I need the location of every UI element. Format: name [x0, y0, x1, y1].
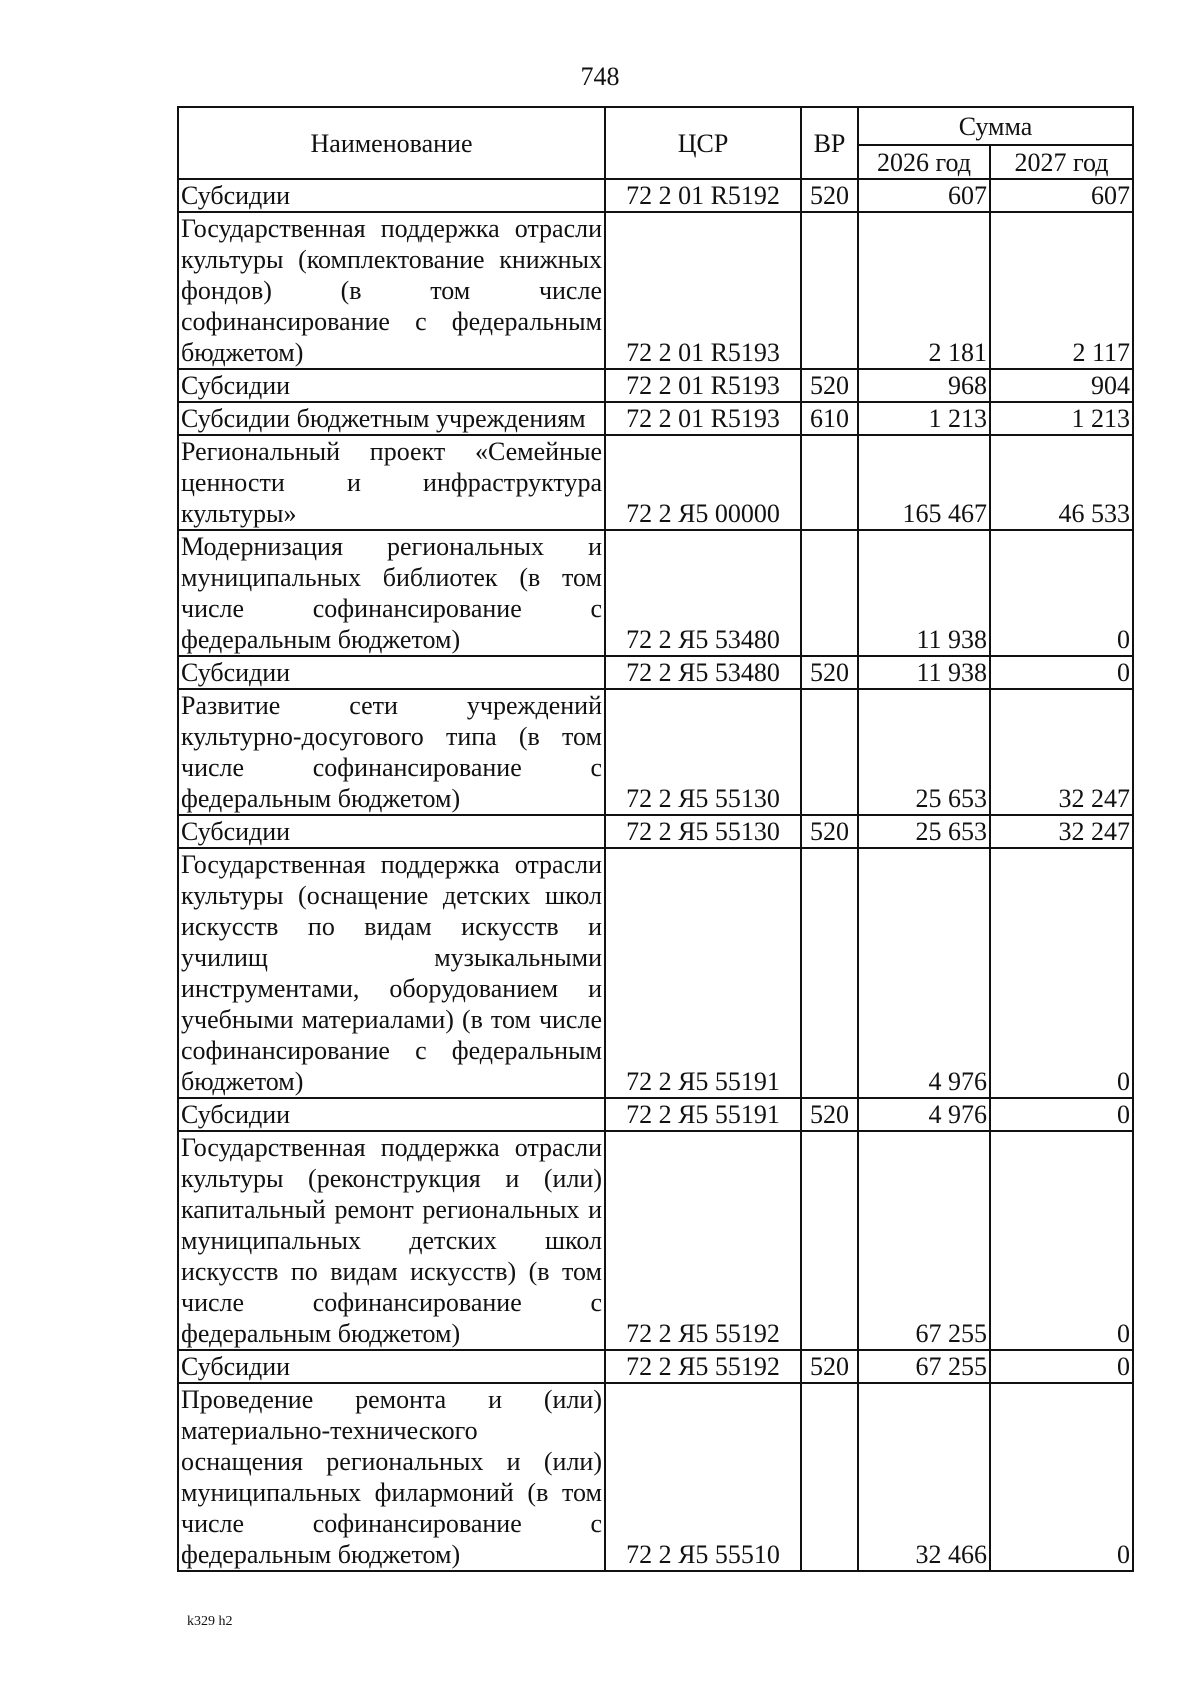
- row-sum-2027-cell: 0: [990, 1131, 1133, 1350]
- row-sum-2026-cell: 11 938: [858, 530, 990, 656]
- page-number: 748: [580, 62, 620, 91]
- row-vr-cell: [801, 1383, 858, 1571]
- header-year-2026: 2026 год: [858, 145, 990, 179]
- row-sum-2027-cell: 2 117: [990, 212, 1133, 369]
- row-csr-cell: 72 2 Я5 55191: [605, 1098, 801, 1131]
- table-row: [178, 1383, 1133, 1571]
- row-csr-cell: 72 2 Я5 55510: [605, 1383, 801, 1571]
- header-year-2027: 2027 год: [990, 145, 1133, 179]
- row-sum-2026-cell: 2 181: [858, 212, 990, 369]
- header-name: Наименование: [178, 107, 605, 179]
- row-sum-2027-cell: 0: [990, 1350, 1133, 1383]
- table-row: [178, 1350, 1133, 1383]
- table-row: [178, 369, 1133, 402]
- row-sum-2027-cell: 0: [990, 1383, 1133, 1571]
- table-row: [178, 656, 1133, 689]
- row-vr-cell: [801, 689, 858, 815]
- table-row: [178, 1098, 1133, 1131]
- row-name-cell: Проведение ремонта и (или) материально-технического оснащения региональных и (или) муниципальных филармоний (в том числе софинансирование с федеральным бюджетом): [178, 1383, 605, 1571]
- row-sum-2026-cell: 67 255: [858, 1131, 990, 1350]
- row-vr-cell: [801, 530, 858, 656]
- row-sum-2026-cell: 25 653: [858, 689, 990, 815]
- row-name-cell: Развитие сети учреждений культурно-досугового типа (в том числе софинансирование с федеральным бюджетом): [178, 689, 605, 815]
- table-row: [178, 530, 1133, 656]
- row-csr-cell: 72 2 Я5 55130: [605, 689, 801, 815]
- row-name-cell: Субсидии: [178, 656, 605, 689]
- budget-table: [177, 106, 1134, 1572]
- row-sum-2027-cell: 904: [990, 369, 1133, 402]
- row-sum-2027-cell: 0: [990, 530, 1133, 656]
- row-vr-cell: [801, 848, 858, 1098]
- row-vr-cell: [801, 435, 858, 530]
- row-sum-2026-cell: 4 976: [858, 848, 990, 1098]
- row-name-cell: Государственная поддержка отрасли культуры (оснащение детских школ искусств по видам искусств и училищ музыкальными инструментами, оборудованием и учебными материалами) (в том числе софинансирование с федеральным бюджетом): [178, 848, 605, 1098]
- row-sum-2027-cell: 607: [990, 179, 1133, 212]
- row-sum-2027-cell: 32 247: [990, 815, 1133, 848]
- table-row: [178, 179, 1133, 212]
- row-name-cell: Государственная поддержка отрасли культуры (реконструкция и (или) капитальный ремонт региональных и муниципальных детских школ искусств по видам искусств) (в том числе софинансирование с федеральным бюджетом): [178, 1131, 605, 1350]
- row-csr-cell: 72 2 Я5 53480: [605, 656, 801, 689]
- table-row: [178, 815, 1133, 848]
- row-name-cell: Субсидии бюджетным учреждениям: [178, 402, 605, 435]
- table-row: [178, 402, 1133, 435]
- row-csr-cell: 72 2 Я5 55130: [605, 815, 801, 848]
- row-sum-2027-cell: 0: [990, 656, 1133, 689]
- row-sum-2026-cell: 968: [858, 369, 990, 402]
- row-sum-2027-cell: 46 533: [990, 435, 1133, 530]
- row-csr-cell: 72 2 Я5 55192: [605, 1350, 801, 1383]
- row-vr-cell: 520: [801, 656, 858, 689]
- row-csr-cell: 72 2 01 R5193: [605, 402, 801, 435]
- row-name-cell: Субсидии: [178, 1098, 605, 1131]
- row-csr-cell: 72 2 01 R5192: [605, 179, 801, 212]
- row-name-cell: Модернизация региональных и муниципальных библиотек (в том числе софинансирование с федеральным бюджетом): [178, 530, 605, 656]
- header-csr: ЦСР: [605, 107, 801, 179]
- row-sum-2027-cell: 32 247: [990, 689, 1133, 815]
- table-row: [178, 848, 1133, 1098]
- row-sum-2026-cell: 11 938: [858, 656, 990, 689]
- row-vr-cell: 520: [801, 1350, 858, 1383]
- row-sum-2026-cell: 4 976: [858, 1098, 990, 1131]
- row-sum-2027-cell: 0: [990, 848, 1133, 1098]
- table-row: [178, 689, 1133, 815]
- row-name-cell: Субсидии: [178, 1350, 605, 1383]
- table-header: [178, 107, 1133, 179]
- row-vr-cell: 520: [801, 369, 858, 402]
- row-csr-cell: 72 2 Я5 55191: [605, 848, 801, 1098]
- row-csr-cell: 72 2 01 R5193: [605, 212, 801, 369]
- row-name-cell: Государственная поддержка отрасли культуры (комплектование книжных фондов) (в том числе софинансирование с федеральным бюджетом): [178, 212, 605, 369]
- row-name-cell: Региональный проект «Семейные ценности и инфраструктура культуры»: [178, 435, 605, 530]
- row-name-cell: Субсидии: [178, 815, 605, 848]
- table-row: [178, 212, 1133, 369]
- row-vr-cell: [801, 1131, 858, 1350]
- footer-code: k329 h2: [187, 1614, 233, 1629]
- table-body: [178, 179, 1133, 1571]
- row-sum-2026-cell: 165 467: [858, 435, 990, 530]
- row-sum-2027-cell: 0: [990, 1098, 1133, 1131]
- row-name-cell: Субсидии: [178, 179, 605, 212]
- row-vr-cell: 610: [801, 402, 858, 435]
- row-name-cell: Субсидии: [178, 369, 605, 402]
- row-sum-2027-cell: 1 213: [990, 402, 1133, 435]
- table-row: [178, 435, 1133, 530]
- header-vr: ВР: [801, 107, 858, 179]
- row-sum-2026-cell: 32 466: [858, 1383, 990, 1571]
- row-sum-2026-cell: 1 213: [858, 402, 990, 435]
- row-sum-2026-cell: 25 653: [858, 815, 990, 848]
- row-vr-cell: 520: [801, 815, 858, 848]
- row-sum-2026-cell: 67 255: [858, 1350, 990, 1383]
- row-csr-cell: 72 2 01 R5193: [605, 369, 801, 402]
- row-csr-cell: 72 2 Я5 55192: [605, 1131, 801, 1350]
- row-vr-cell: [801, 212, 858, 369]
- header-sum: Сумма: [858, 107, 1133, 145]
- table-row: [178, 1131, 1133, 1350]
- row-sum-2026-cell: 607: [858, 179, 990, 212]
- row-vr-cell: 520: [801, 179, 858, 212]
- row-vr-cell: 520: [801, 1098, 858, 1131]
- row-csr-cell: 72 2 Я5 00000: [605, 435, 801, 530]
- row-csr-cell: 72 2 Я5 53480: [605, 530, 801, 656]
